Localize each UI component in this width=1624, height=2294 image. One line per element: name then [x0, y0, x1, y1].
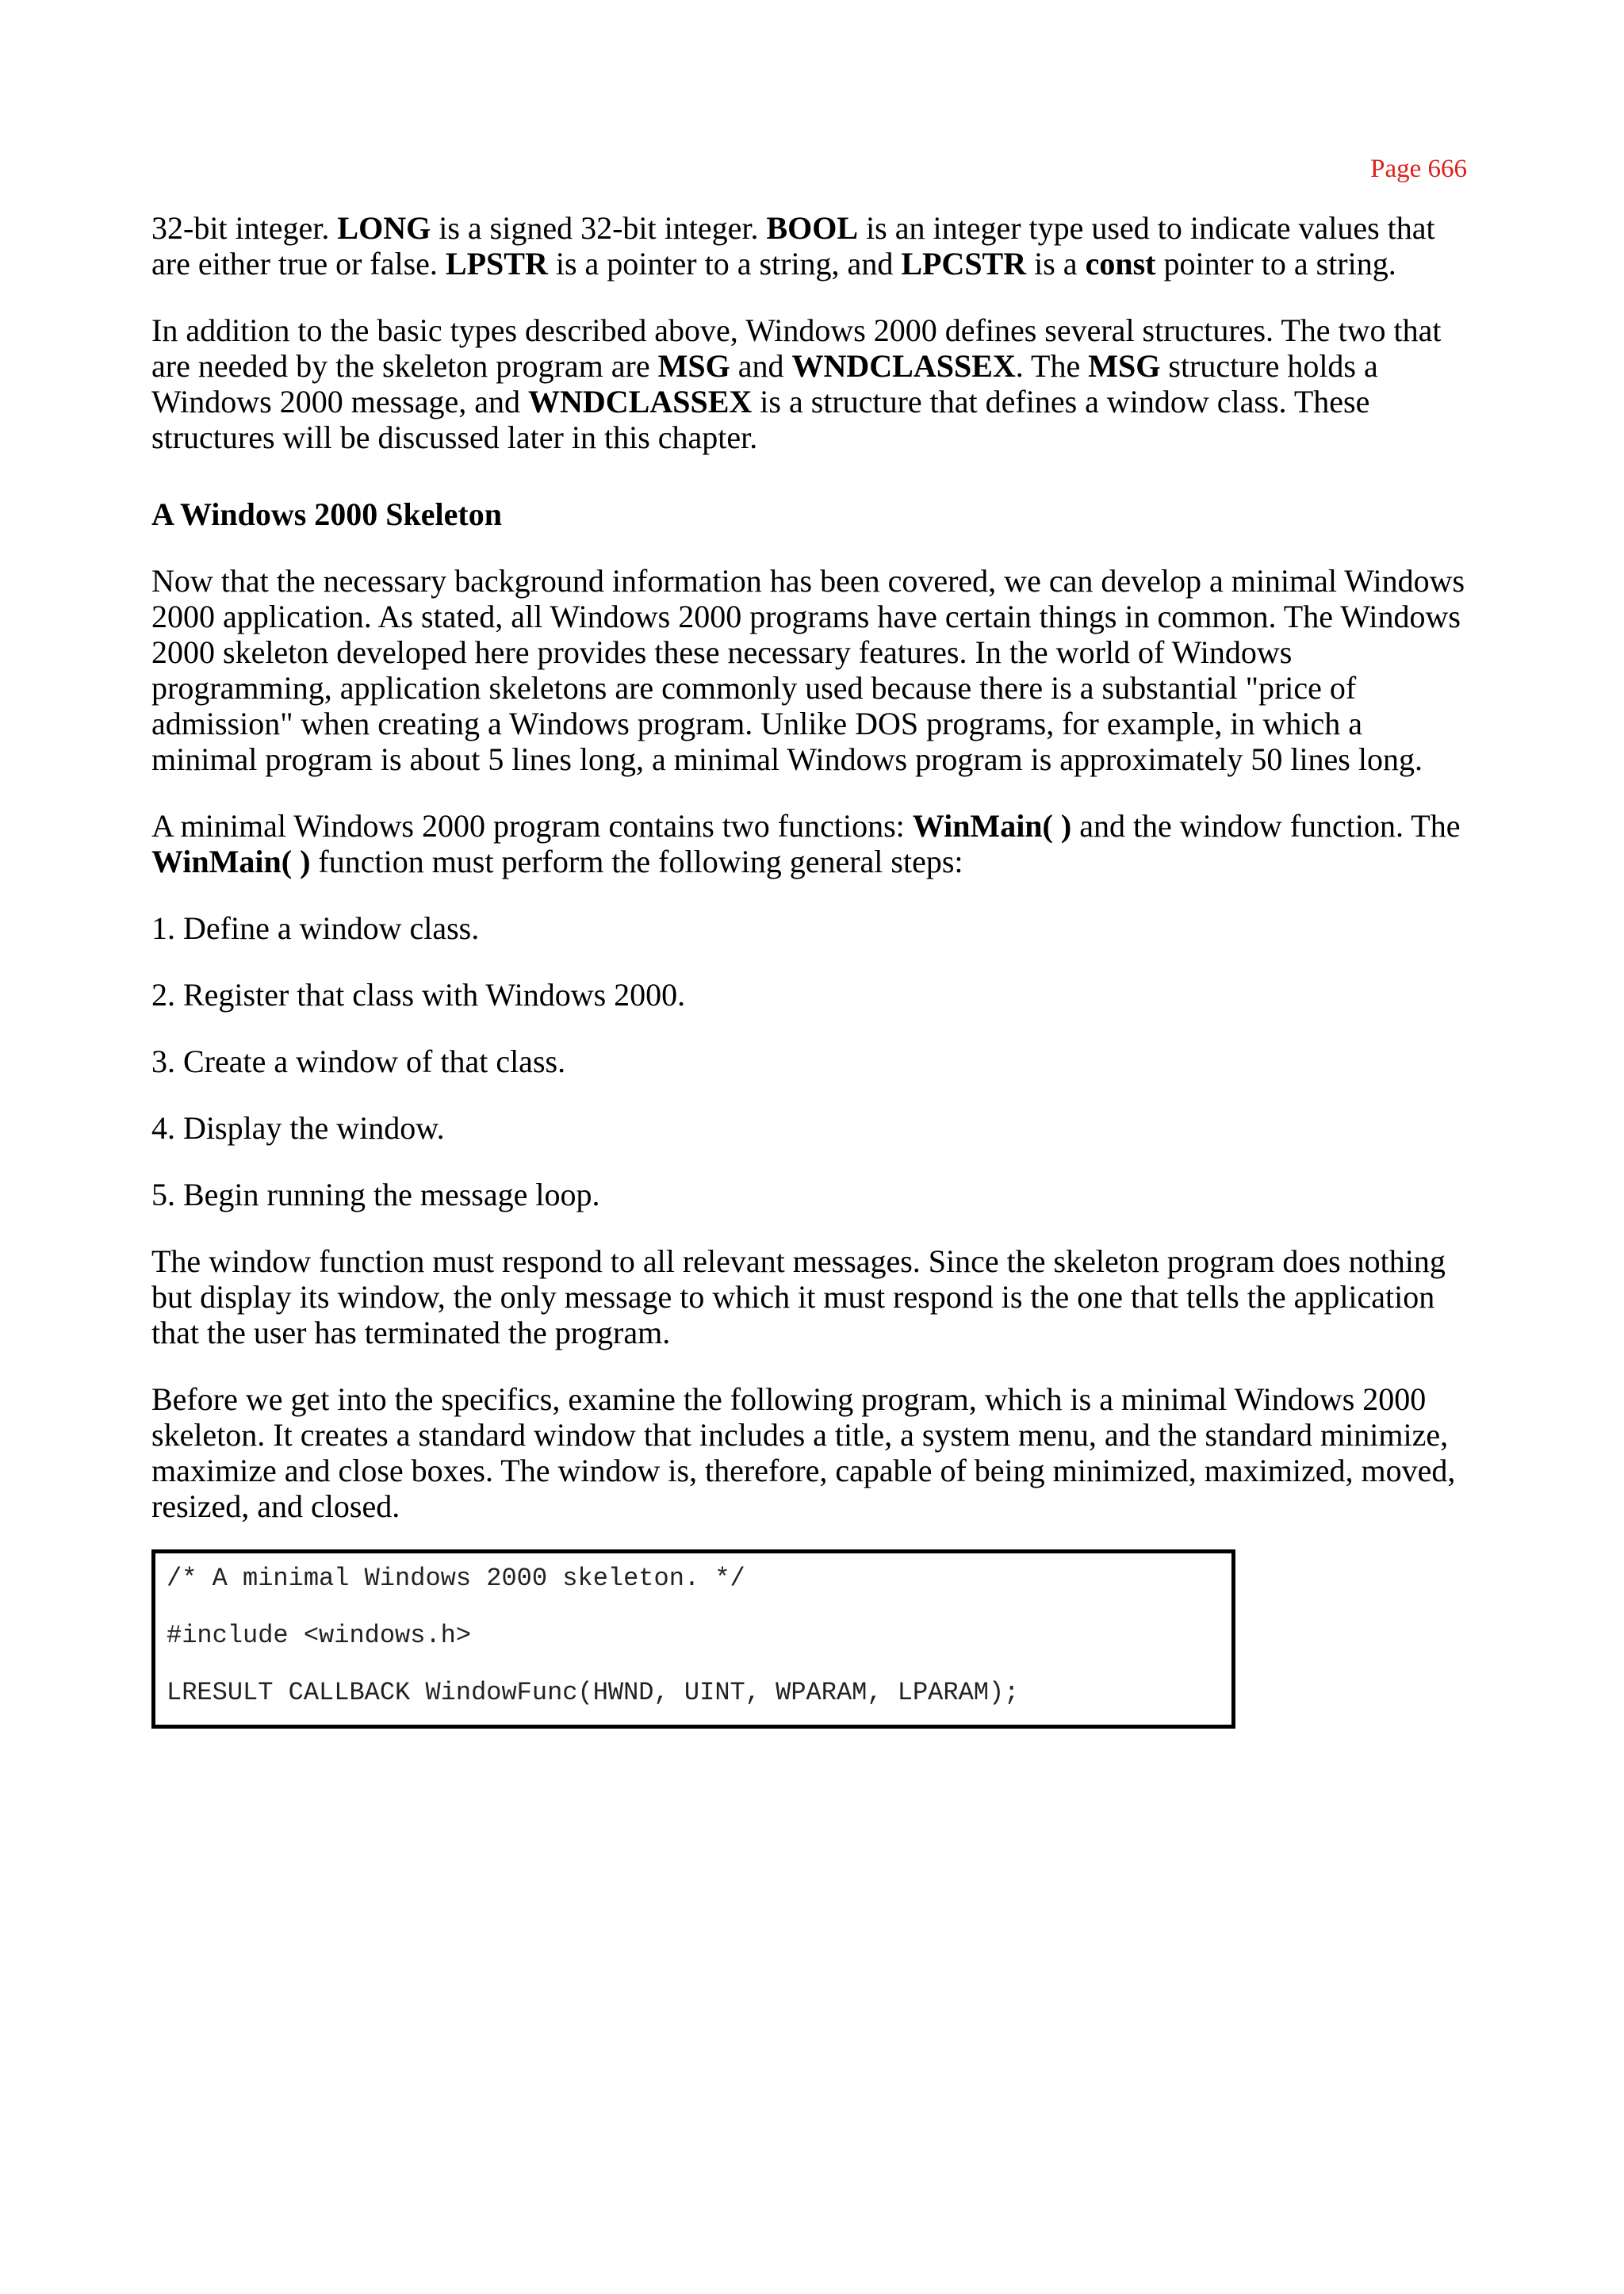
text: 32-bit integer. — [151, 210, 338, 246]
bold-term: WinMain( ) — [912, 808, 1072, 844]
text: pointer to a string. — [1155, 246, 1396, 281]
step-item: 5. Begin running the message loop. — [151, 1177, 600, 1212]
code-line: #include <windows.h> — [167, 1621, 472, 1650]
text: and — [730, 348, 792, 384]
bold-term: LPCSTR — [901, 246, 1027, 281]
paragraph-structures — [151, 312, 1472, 455]
code-line: /* A minimal Windows 2000 skeleton. */ — [167, 1564, 745, 1593]
bold-term: WNDCLASSEX — [527, 384, 753, 419]
text: is a pointer to a string, and — [547, 246, 902, 281]
code-listing — [151, 1549, 1235, 1729]
bold-term: MSG — [1088, 348, 1161, 384]
bold-term: WinMain( ) — [151, 844, 311, 879]
text: is a structure that defines a window class. These structures will be discussed later in this chapter. — [151, 384, 1370, 455]
paragraph-functions — [151, 808, 1472, 879]
bold-term: WNDCLASSEX — [791, 348, 1016, 384]
step-item: 4. Display the window. — [151, 1110, 445, 1146]
code-line: LRESULT CALLBACK WindowFunc(HWND, UINT, WPARAM, LPARAM); — [167, 1678, 1020, 1707]
step-item: 3. Create a window of that class. — [151, 1044, 566, 1079]
page-number: Page 666 — [1370, 155, 1467, 183]
text: structure holds a Windows 2000 message, and — [151, 348, 1378, 419]
text: In addition to the basic types described above, Windows 2000 defines several structures. The two that are needed by the skeleton program are — [151, 312, 1442, 384]
bold-term: const — [1085, 246, 1156, 281]
text: A minimal Windows 2000 program contains two functions: — [151, 808, 913, 844]
step-item: 1. Define a window class. — [151, 910, 480, 946]
page-content — [151, 210, 1472, 1729]
text: is a signed 32-bit integer. — [431, 210, 767, 246]
bold-term: BOOL — [766, 210, 859, 246]
text: is a — [1026, 246, 1086, 281]
bold-term: LPSTR — [445, 246, 548, 281]
text: . The — [1015, 348, 1089, 384]
paragraph-window-function: The window function must respond to all relevant messages. Since the skeleton program does nothing but display its window, the only message to which it must respond is the one that tells the application that the user has terminated the program. — [151, 1243, 1446, 1350]
bold-term: LONG — [337, 210, 431, 246]
paragraph-program-intro: Before we get into the specifics, examine the following program, which is a minimal Windows 2000 skeleton. It creates a standard window that includes a title, a system menu, and the standard minimize, maximize and close boxes. The window is, therefore, capable of being minimized, maximized, moved, resized, and closed. — [151, 1381, 1456, 1524]
step-item: 2. Register that class with Windows 2000. — [151, 977, 686, 1013]
paragraph-data-types — [151, 210, 1472, 281]
text: is an integer type used to indicate values that are either true or false. — [151, 210, 1435, 281]
text: and the window function. The — [1071, 808, 1461, 844]
paragraph-background: Now that the necessary background information has been covered, we can develop a minimal Windows 2000 application. As stated, all Windows 2000 programs have certain things in common. The Windows 2000 skeleton developed here provides these necessary features. In the world of Windows programming, application skeletons are commonly used because there is a substantial "price of admission" when creating a Windows program. Unlike DOS programs, for example, in which a minimal program is about 5 lines long, a minimal Windows program is approximately 50 lines long. — [151, 563, 1465, 777]
bold-term: MSG — [657, 348, 730, 384]
section-heading: A Windows 2000 Skeleton — [151, 496, 502, 532]
text: function must perform the following general steps: — [310, 844, 963, 879]
